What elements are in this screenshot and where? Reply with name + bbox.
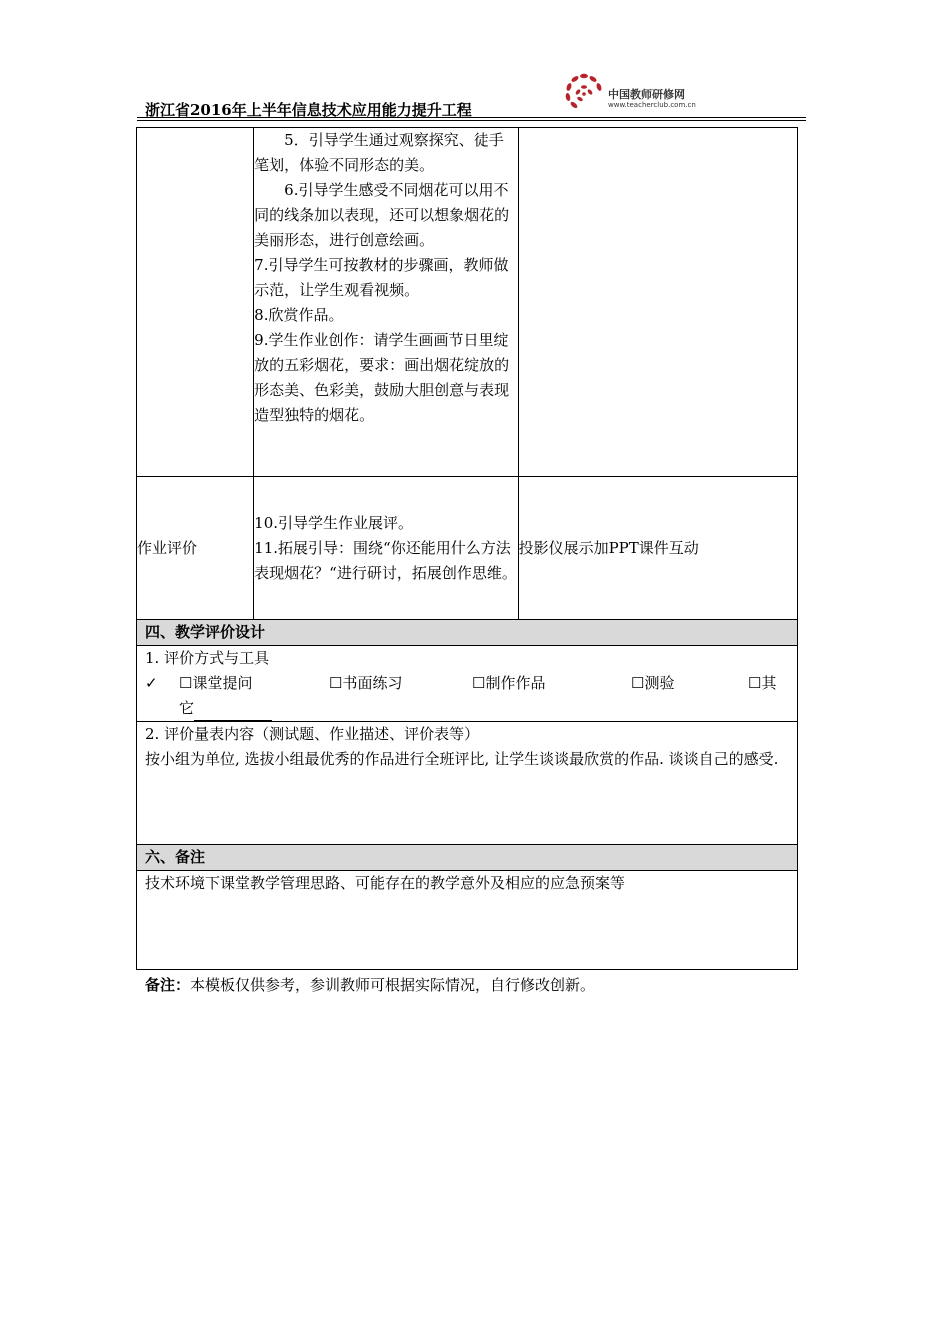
activity-item: 5．引导学生通过观察探究、徒手笔划，体验不同形态的美。 (254, 131, 504, 174)
other-blank[interactable] (194, 702, 272, 721)
eval-method-cell (137, 646, 798, 722)
section-title: 六、备注 (137, 845, 798, 871)
table-row (137, 871, 798, 970)
header-rule-thin (137, 120, 806, 121)
activity-item: 11.拓展引导：围绕“你还能用什么方法表现烟花？“进行研讨，拓展创作思维。 (254, 538, 517, 582)
checkbox-written-practice[interactable]: ☐书面练习 (329, 674, 403, 692)
activity-item: 9.学生作业创作：请学生画画节日里绽放的五彩烟花，要求：画出烟花绽放的形态美、色彩美，鼓励大胆创意与表现造型独特的烟花。 (254, 331, 510, 424)
header-title: 浙江省2016年上半年信息技术应用能力提升工程 (145, 101, 472, 119)
logo-text: 中国教师研修网 (608, 88, 685, 101)
activity-item: 6.引导学生感受不同烟花可以用不同的线条加以表现，还可以想象烟花的美丽形态，进行创意绘画。 (254, 181, 510, 249)
stage-cell: 作业评价 (137, 477, 254, 620)
checkbox-quiz[interactable]: ☐测验 (631, 674, 675, 692)
activity-item: 8.欣赏作品。 (254, 306, 344, 324)
other-label: 它 (179, 699, 195, 717)
remark-cell: 技术环境下课堂教学管理思路、可能存在的教学意外及相应的应急预案等 (137, 871, 798, 970)
logo-flower-icon (560, 70, 608, 114)
table-row (137, 128, 798, 477)
eval-scale-cell (137, 722, 798, 845)
checkbox-class-question[interactable]: ☐课堂提问 (179, 674, 253, 692)
checkbox-make-work[interactable]: ☐制作作品 (472, 674, 546, 692)
eval-scale-text: 按小组为单位, 选拔小组最优秀的作品进行全班评比, 让学生谈谈最欣赏的作品. 谈谈自己的感受. (145, 750, 779, 768)
eval-options-row (145, 671, 789, 696)
other-line (145, 696, 789, 721)
stage-cell (137, 128, 254, 477)
footnote-label: 备注： (145, 976, 191, 994)
eval-scale-title: 2. 评价量表内容（测试题、作业描述、评价表等） (145, 725, 480, 743)
check-mark-icon: ✓ (145, 674, 158, 692)
activity-cell (254, 477, 518, 620)
checkbox-other[interactable]: ☐其 (748, 674, 777, 692)
activity-item: 10.引导学生作业展评。 (254, 513, 414, 532)
section-header-row (137, 845, 798, 871)
table-row (137, 722, 798, 845)
table-row (137, 477, 798, 620)
resource-cell (518, 128, 797, 477)
section-header-row (137, 620, 798, 646)
table-row (137, 646, 798, 722)
logo (560, 70, 710, 114)
activity-cell (254, 128, 518, 477)
footnote-text: 本模板仅供参考，参训教师可根据实际情况，自行修改创新。 (190, 976, 596, 994)
logo-url: www.teacherclub.com.cn (608, 101, 696, 109)
section-title: 四、教学评价设计 (137, 620, 798, 646)
lesson-plan-table (136, 127, 798, 970)
footnote (145, 973, 595, 998)
eval-method-title: 1. 评价方式与工具 (145, 649, 270, 667)
activity-item: 7.引导学生可按教材的步骤画，教师做示范，让学生观看视频。 (254, 256, 509, 299)
header-rule (137, 117, 806, 118)
resource-cell: 投影仪展示加PPT课件互动 (518, 477, 797, 620)
